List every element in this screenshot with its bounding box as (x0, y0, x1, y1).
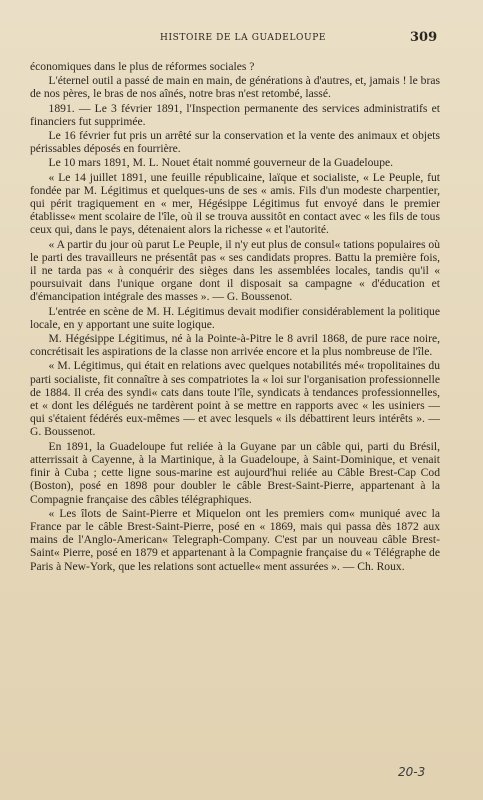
paragraph: L'entrée en scène de M. H. Légitimus devait modifier considérablement la politique locale, en y apportant une suite logique. (30, 304, 440, 331)
handwritten-annotation: 20-3 (398, 765, 426, 779)
running-header: HISTOIRE DE LA GUADELOUPE (160, 33, 327, 43)
paragraph: économiques dans le plus de réformes sociales ? (30, 60, 255, 73)
quotation-paragraph: « Le 14 juillet 1891, une feuille républicaine, laïque et socialiste, « Le Peuple, fut fondée par M. Légitimus et quelques-uns de ses « amis. Fils d'un modeste charpentier, qui périt tragiquement en « mer, Hégésippe Légitimus fut envoyé dans le premier établisse« ment scolaire de l'île, où il se trouva aussitôt en contact avec « les fils de tous ceux qui, dans le pays, détenaient alors la richesse « et l'autorité. (30, 170, 440, 237)
quotation-paragraph: « M. Légitimus, qui était en relations avec quelques notabilités mé« tropolitaines du parti socialiste, fit connaître à ses compatriotes la « loi sur l'organisation professionnelle de 1884. Il créa des syndi« cats dans toute l'île, syndicats à tendances professionnelles, et « dont les délégués ne tardèrent point à se mettre en rapports avec « les usiniers — qui s'étaient fédérés eux-mêmes — et avec lesquels « ils débattirent leurs intérêts ». — G. Boussenot. (30, 359, 440, 439)
page-body (30, 60, 440, 574)
paragraph: 1891. — Le 3 février 1891, l'Inspection permanente des services administratifs et financiers fut supprimée. (30, 101, 440, 128)
paragraph: Le 10 mars 1891, M. L. Nouet était nommé gouverneur de la Guadeloupe. (48, 156, 394, 170)
paragraph: Le 16 février fut pris un arrêté sur la conservation et la vente des animaux et objets périssables déposés en fourrière. (30, 129, 440, 156)
paragraph: En 1891, la Guadeloupe fut reliée à la Guyane par un câble qui, parti du Brésil, atterrissait à Cayenne, à la Martinique, à la Guadeloupe, à Saint-Dominique, et venait finir à Cuba ; cette ligne sous-marine est aujourd'hui reliée au Câble Brest-Cap Cod (Boston), posé en 1898 pour doubler le câble Brest-Saint-Pierre, appartenant à la Compagnie française des câbles télégraphiques. (30, 439, 440, 506)
page-number: 309 (410, 30, 438, 45)
paragraph: M. Hégésippe Légitimus, né à la Pointe-à-Pitre le 8 avril 1868, de pure race noire, concrétisait les aspirations de la classe non arrivée encore et la plus nombreuse de l'île. (30, 332, 440, 359)
quotation-paragraph: « Les îlots de Saint-Pierre et Miquelon ont les premiers com« muniqué avec la France par le câble Brest-Saint-Pierre, posé en « 1869, mais qui passa dès 1872 aux mains de l'Anglo-American« Telegraph-Company. C'est par un nouveau câble Brest-Saint« Pierre, posé en 1879 et appartenant à la Compagnie française du « Télégraphe de Paris à New-York, que les relations sont actuelle« ment assurées ». — Ch. Roux. (30, 506, 440, 573)
paragraph: L'éternel outil a passé de main en main, de générations à d'autres, et, jamais ! le bras de nos pères, le bras de nos aînés, notre bras n'est retombé, lassé. (30, 74, 440, 101)
quotation-paragraph: « A partir du jour où parut Le Peuple, il n'y eut plus de consul« tations populaires où le parti des travailleurs ne présentât pas « ses candidats propres. Battu la première fois, il ne tarda pas « à conquérir des sièges dans les assemblées locales, tandis qu'il « poursuivait dans l'unique organe dont il disposait sa campagne « d'éducation et d'émancipation intégrale des masses ». — G. Boussenot. (30, 237, 440, 304)
